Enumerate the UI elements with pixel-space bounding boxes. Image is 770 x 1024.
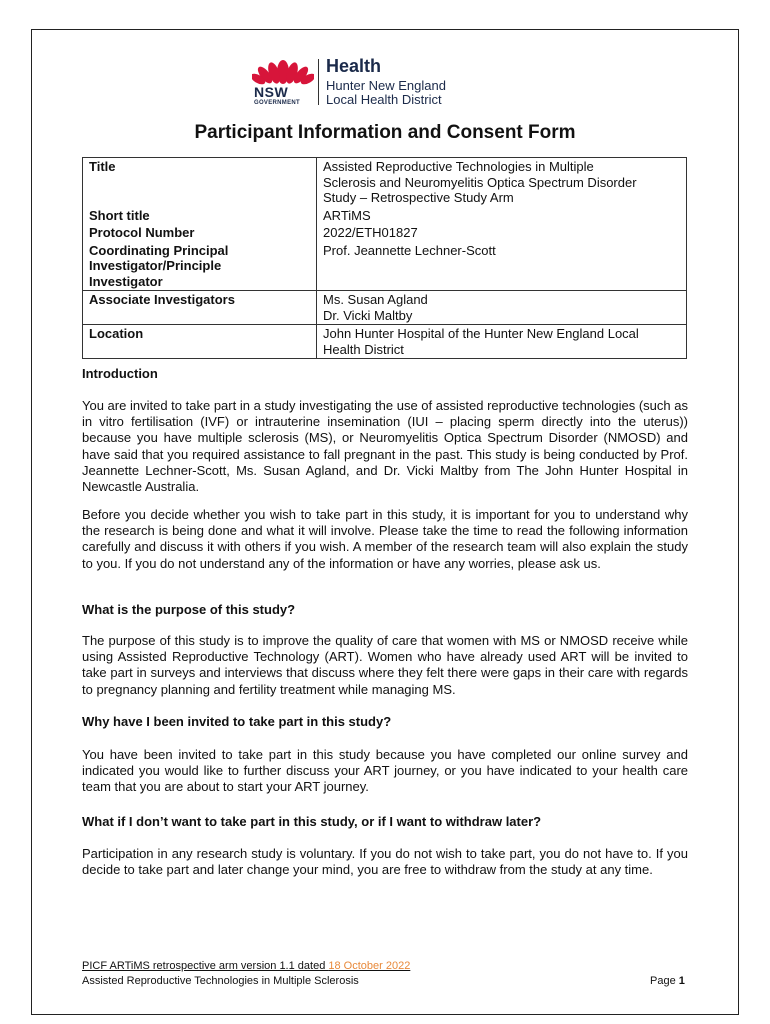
section-heading-purpose: What is the purpose of this study? (82, 602, 296, 617)
row-value: John Hunter Hospital of the Hunter New England Local Health District (317, 325, 687, 359)
paragraph-withdraw: Participation in any research study is voluntary. If you do not wish to take part, you do not have to. If you decide to take part and later change your mind, you are free to withdraw from the study at any time. (82, 846, 688, 878)
table-row (83, 325, 687, 359)
footer-subtitle: Assisted Reproductive Technologies in Multiple Sclerosis (82, 975, 359, 987)
table-row (83, 158, 687, 207)
footer-version-text: PICF ARTiMS retrospective arm version 1.1 dated (82, 960, 329, 972)
footer-version-date: 18 October 2022 (328, 960, 411, 972)
logo-district-line1: Hunter New England (326, 78, 446, 93)
study-info-table (82, 157, 687, 359)
section-heading-withdraw: What if I don’t want to take part in this study, or if I want to withdraw later? (82, 814, 542, 829)
page-label: Page (650, 975, 679, 987)
section-heading-introduction: Introduction (82, 366, 158, 381)
paragraph-introduction-1: You are invited to take part in a study investigating the use of assisted reproductive technologies (such as in vitro fertilisation (IVF) or intrauterine insemination (IUI – placing sperm directly into the uterus)) because you have multiple sclerosis (MS), or Neuromyelitis Optica Spectrum Disorder (NMOSD) and have said that you required assistance to fall pregnant in the past. This study is being conducted by Prof. Jeannette Lechner-Scott, Ms. Susan Agland, and Dr. Vicki Maltby from The John Hunter Hospital in Newcastle Australia. (82, 398, 688, 495)
section-heading-why-invited: Why have I been invited to take part in this study? (82, 714, 392, 729)
nsw-health-logo (250, 56, 490, 108)
row-key: Associate Investigators (83, 291, 317, 325)
logo-nsw: NSW (254, 84, 289, 100)
row-value: Ms. Susan Agland Dr. Vicki Maltby (317, 291, 687, 325)
row-key: Location (83, 325, 317, 359)
logo-district-line2: Local Health District (326, 92, 442, 107)
document-title: Participant Information and Consent Form (194, 122, 576, 143)
paragraph-introduction-2: Before you decide whether you wish to take part in this study, it is important for you to understand why the research is being done and what it will involve. Please take the time to read the following information carefully and discuss it with others if you wish. A member of the research team will also explain the study to you. If you do not understand any of the information or have any worries, please ask us. (82, 507, 688, 571)
row-value: Prof. Jeannette Lechner-Scott (317, 242, 687, 291)
row-value: 2022/ETH01827 (317, 224, 687, 242)
paragraph-purpose: The purpose of this study is to improve the quality of care that women with MS or NMOSD receive while using Assisted Reproductive Technology (ART). Women who have already used ART will be invited to take part in surveys and interviews that discuss where they felt there were gaps in their care with regards to pregnancy planning and fertility treatment while managing MS. (82, 633, 688, 697)
page-number: 1 (678, 975, 685, 987)
table-row (83, 207, 687, 225)
row-key: Protocol Number (83, 224, 317, 242)
table-row (83, 291, 687, 325)
paragraph-why-invited: You have been invited to take part in this study because you have completed our online survey and indicated you would like to further discuss your ART journey, or you have indicated to your health care team that you are about to start your ART journey. (82, 747, 688, 795)
waratah-icon (252, 56, 314, 86)
table-row (83, 224, 687, 242)
row-key: Coordinating Principal Investigator/Principle Investigator (83, 242, 317, 291)
logo-health: Health (326, 56, 382, 76)
row-key: Short title (83, 207, 317, 225)
logo-divider (318, 59, 319, 105)
footer-page-number (650, 975, 685, 987)
row-key: Title (83, 158, 317, 207)
table-row (83, 242, 687, 291)
row-value: ARTiMS (317, 207, 687, 225)
footer-version (82, 960, 410, 972)
row-value: Assisted Reproductive Technologies in Multiple Sclerosis and Neuromyelitis Optica Spectrum Disorder Study – Retrospective Study Arm (317, 158, 687, 207)
logo-government: GOVERNMENT (254, 100, 301, 106)
